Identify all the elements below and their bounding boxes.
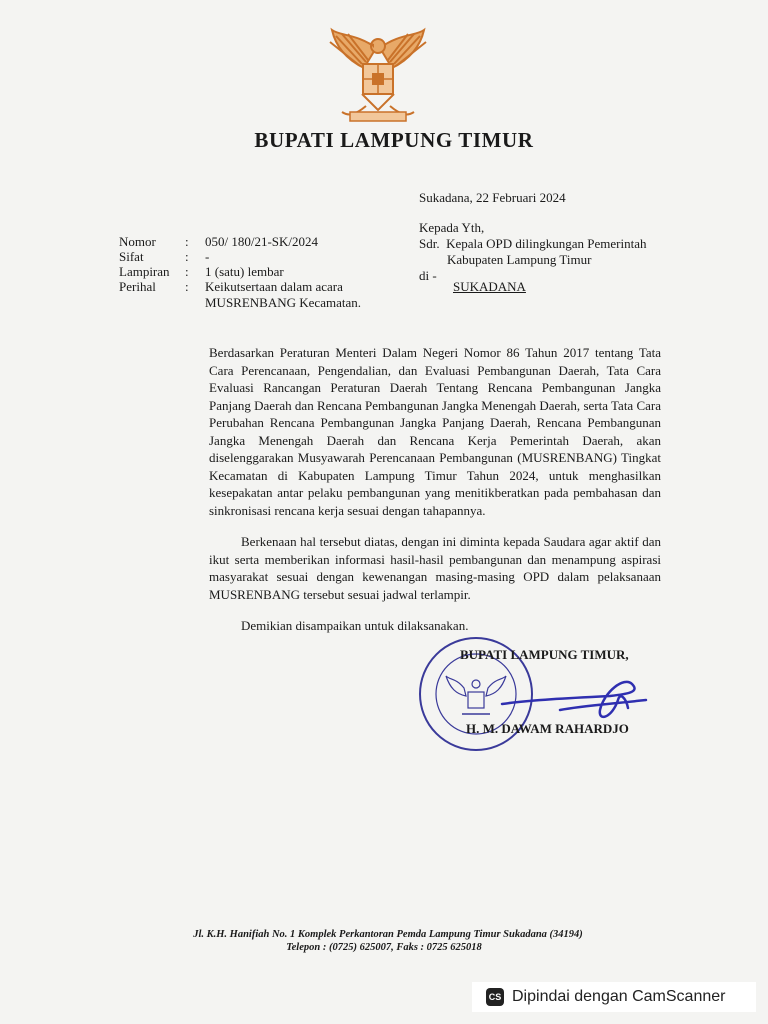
meta-label: Sifat [119,249,144,264]
signature-position: BUPATI LAMPUNG TIMUR, [460,647,629,662]
meta-value: 1 (satu) lembar [205,264,284,279]
camscanner-logo-icon: CS [486,988,504,1006]
meta-colon: : [185,264,189,279]
footer-phone: Telepon : (0725) 625007, Faks : 0725 625018 [286,942,482,953]
meta-label: Lampiran [119,264,170,279]
meta-value: 050/ 180/21-SK/2024 [205,234,319,249]
camscanner-badge [472,982,756,1012]
letterhead-title: BUPATI LAMPUNG TIMUR [254,128,534,152]
meta-value: - [205,249,210,264]
body-paragraph-3: Demikian disampaikan untuk dilaksanakan. [241,618,469,633]
date-line: Sukadana, 22 Februari 2024 [419,190,566,205]
recipient-salutation: Kepada Yth, [419,220,485,235]
meta-colon: : [185,249,189,264]
body-paragraph-1: Berdasarkan Peraturan Menteri Dalam Negeri Nomor 86 Tahun 2017 tentang Tata Cara Perencanaan, Pengendalian, dan Evaluasi Pembangunan Daerah, Tata Cara Evaluasi Rancangan Peraturan Daerah Tentang Rencana Pembangunan Jangka Panjang Daerah dan Rencana Pembangunan Jangka Menengah Daerah, serta Tata Cara Perubahan Rencana Pembangunan Jangka Panjang Daerah, Rencana Pembangunan Jangka Menengah Daerah dan Rencana Kerja Pemerintah Daerah, akan diselenggarakan Musyawarah Perencanaan Pembangunan (MUSRENBANG) Tingkat Kecamatan di Kabupaten Lampung Timur Tahun 2024, untuk menghasilkan kesepakatan antar pelaku pembangunan yang menitikberatkan pada pembahasan dan sinkronisasi rencana kerja sesuai dengan tahapannya. [209,345,661,518]
recipient-di: di - [419,268,437,283]
recipient-title: Sdr. Kepala OPD dilingkungan Pemerintah [419,236,647,251]
garuda-emblem-icon [318,26,438,126]
letter-body [209,344,661,635]
meta-colon: : [185,279,189,294]
meta-label: Nomor [119,234,156,249]
recipient-region: Kabupaten Lampung Timur [447,252,592,267]
meta-colon: : [185,234,189,249]
signatory-name: H. M. DAWAM RAHARDJO [466,721,629,736]
meta-label: Perihal [119,279,156,294]
camscanner-text: Dipindai dengan CamScanner [512,988,726,1005]
recipient-city: SUKADANA [453,279,526,294]
footer-address: Jl. K.H. Hanifiah No. 1 Komplek Perkantoran Pemda Lampung Timur Sukadana (34194) [193,929,583,940]
perihal-continued: MUSRENBANG Kecamatan. [205,295,361,310]
body-paragraph-2: Berkenaan hal tersebut diatas, dengan ini diminta kepada Saudara agar aktif dan ikut serta memberikan informasi hasil-hasil pembangunan dan menampung aspirasi masyarakat sesuai dengan kewenangan masing-masing OPD dalam pelaksanaan MUSRENBANG tersebut sesuai jadwal terlampir. [209,534,661,602]
meta-value: Keikutsertaan dalam acara [205,279,343,294]
